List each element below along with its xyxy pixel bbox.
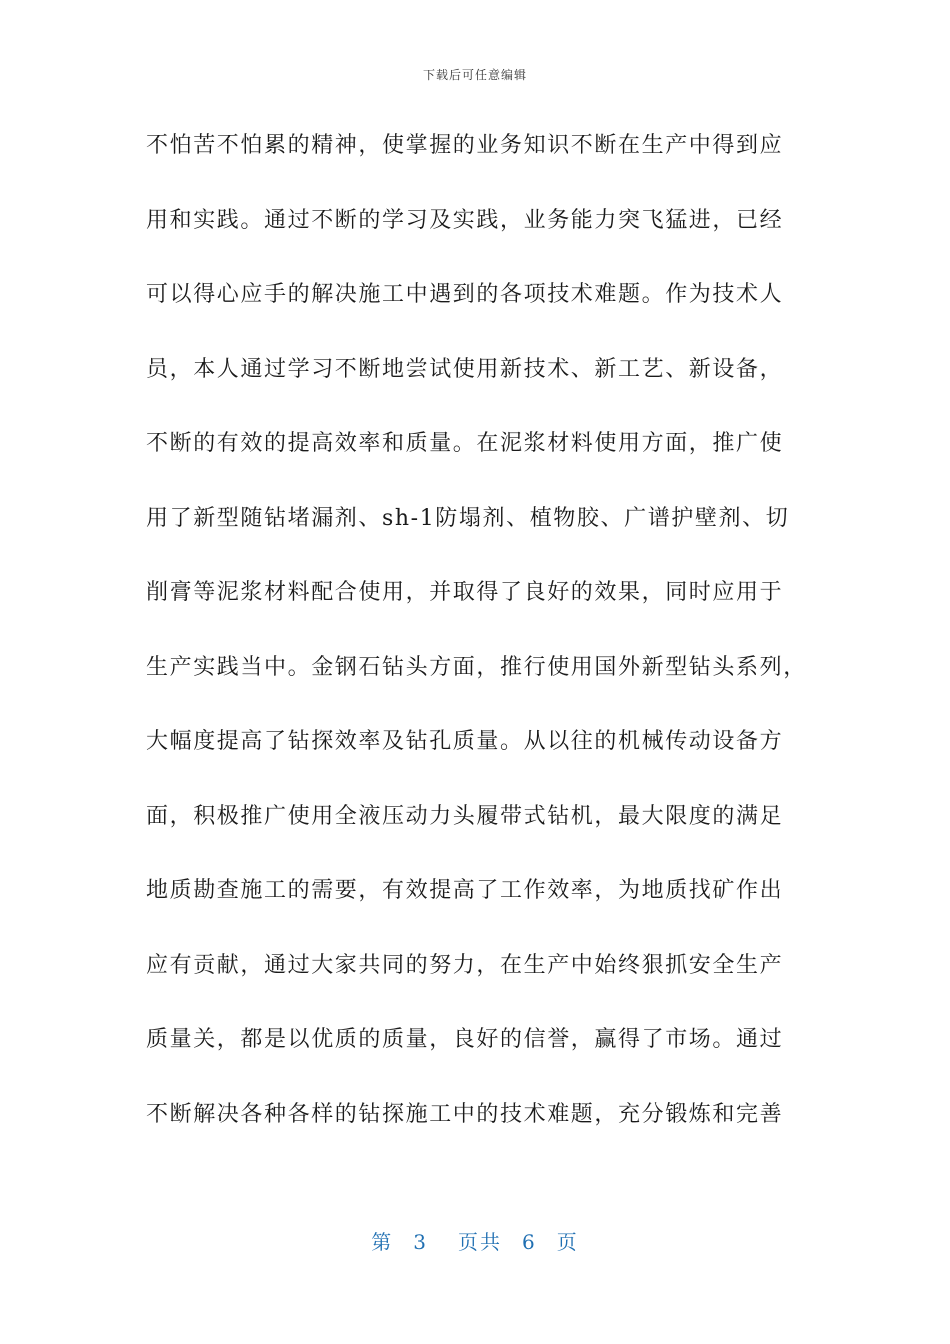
footer-middle: 页共 (458, 1230, 502, 1254)
total-pages-number: 6 (522, 1230, 537, 1254)
body-text (146, 128, 806, 1171)
text-line-12: 应有贡献，通过大家共同的努力，在生产中始终狠抓安全生产 (146, 952, 784, 978)
text-line-4: 员，本人通过学习不断地尝试使用新技术、新工艺、新设备， (146, 356, 784, 382)
text-line-6: 用了新型随钻堵漏剂、sh-1防塌剂、植物胶、广谱护壁剂、切 (146, 505, 790, 531)
footer-suffix: 页 (556, 1230, 579, 1254)
page-header: 下载后可任意编辑 (422, 68, 527, 82)
text-line-10: 面，积极推广使用全液压动力头履带式钻机，最大限度的满足 (146, 803, 784, 829)
text-line-2: 用和实践。通过不断的学习及实践，业务能力突飞猛进，已经 (146, 207, 784, 233)
page-footer (0, 1226, 950, 1255)
text-line-9: 大幅度提高了钻探效率及钻孔质量。从以往的机械传动设备方 (146, 729, 784, 754)
text-line-13: 质量关，都是以优质的质量，良好的信誉，赢得了市场。通过 (146, 1027, 784, 1052)
current-page-number: 3 (413, 1230, 428, 1254)
text-line-7: 削膏等泥浆材料配合使用，并取得了良好的效果，同时应用于 (146, 580, 784, 605)
text-line-1: 不怕苦不怕累的精神，使掌握的业务知识不断在生产中得到应 (146, 133, 784, 158)
text-line-5: 不断的有效的提高效率和质量。在泥浆材料使用方面，推广使 (146, 431, 784, 456)
text-line-3: 可以得心应手的解决施工中遇到的各项技术难题。作为技术人 (146, 282, 784, 307)
text-line-8: 生产实践当中。金钢石钻头方面，推行使用国外新型钻头系列， (146, 654, 807, 680)
text-line-11: 地质勘查施工的需要，有效提高了工作效率，为地质找矿作出 (146, 878, 784, 903)
text-line-14: 不断解决各种各样的钻探施工中的技术难题，充分锻炼和完善 (146, 1101, 784, 1127)
footer-prefix: 第 (371, 1230, 394, 1254)
